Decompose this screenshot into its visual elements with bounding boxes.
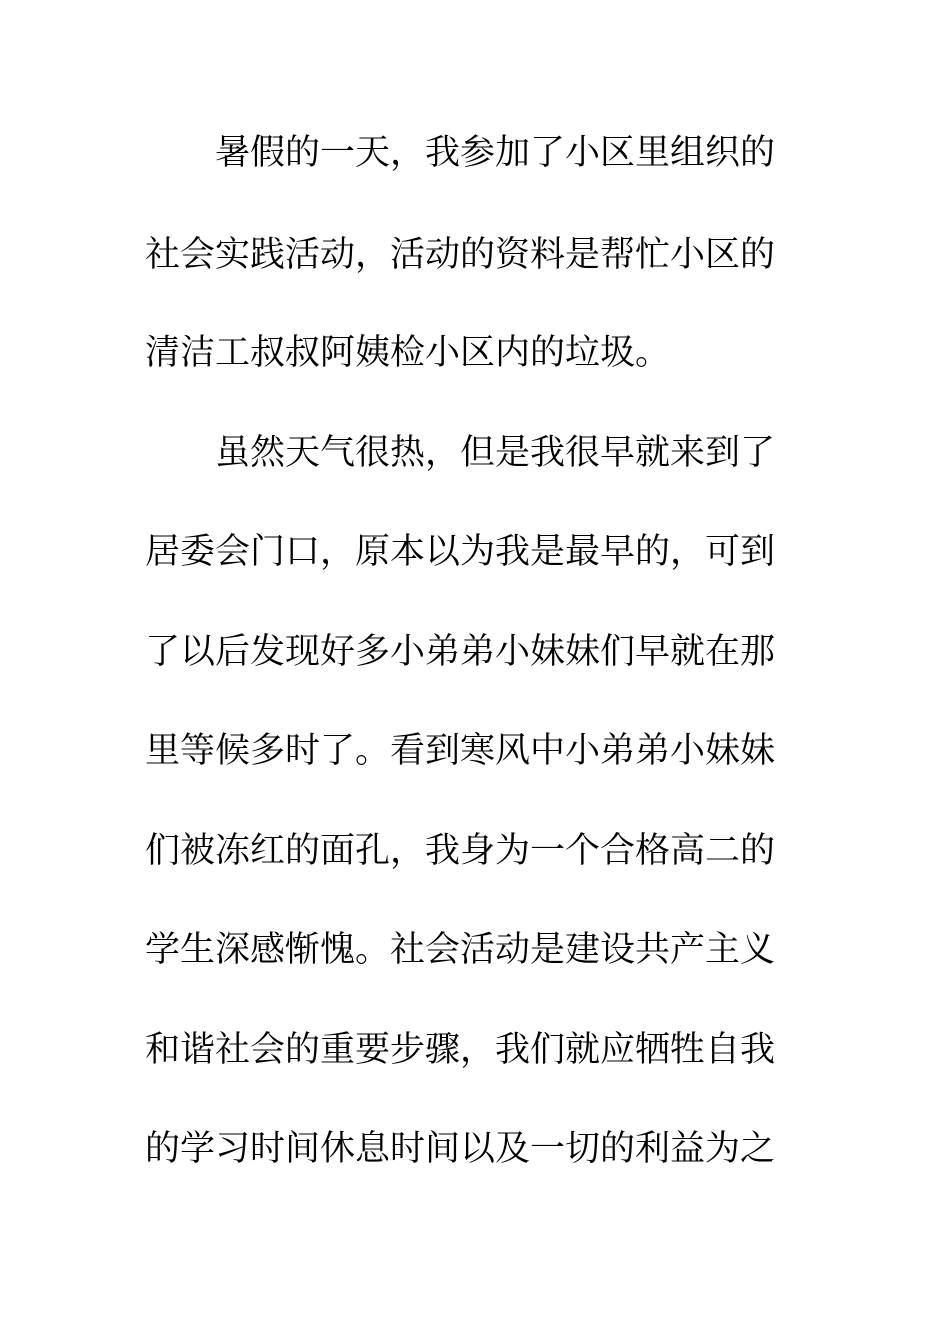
paragraph-1-line-2: 社会实践活动，活动的资料是帮忙小区的: [145, 235, 776, 275]
paragraph-2-line-5: 们被冻红的面孔，我身为一个合格高二的: [145, 831, 776, 871]
paragraph-2-line-2: 居委会门口，原本以为我是最早的，可到: [145, 532, 776, 572]
paragraph-2-line-7: 和谐社会的重要步骤，我们就应牺牲自我: [145, 1030, 776, 1070]
paragraph-1-line-1: 暑假的一天，我参加了小区里组织的: [215, 133, 776, 173]
paragraph-2-line-4: 里等候多时了。看到寒风中小弟弟小妹妹: [145, 731, 776, 771]
paragraph-1-line-3: 清洁工叔叔阿姨检小区内的垃圾。: [145, 333, 671, 373]
paragraph-2-line-3: 了以后发现好多小弟弟小妹妹们早就在那: [145, 632, 776, 672]
paragraph-2-line-8: 的学习时间休息时间以及一切的利益为之: [145, 1129, 776, 1169]
paragraph-2-line-1: 虽然天气很热，但是我很早就来到了: [215, 433, 776, 473]
paragraph-2-line-6: 学生深感惭愧。社会活动是建设共产主义: [145, 930, 776, 970]
